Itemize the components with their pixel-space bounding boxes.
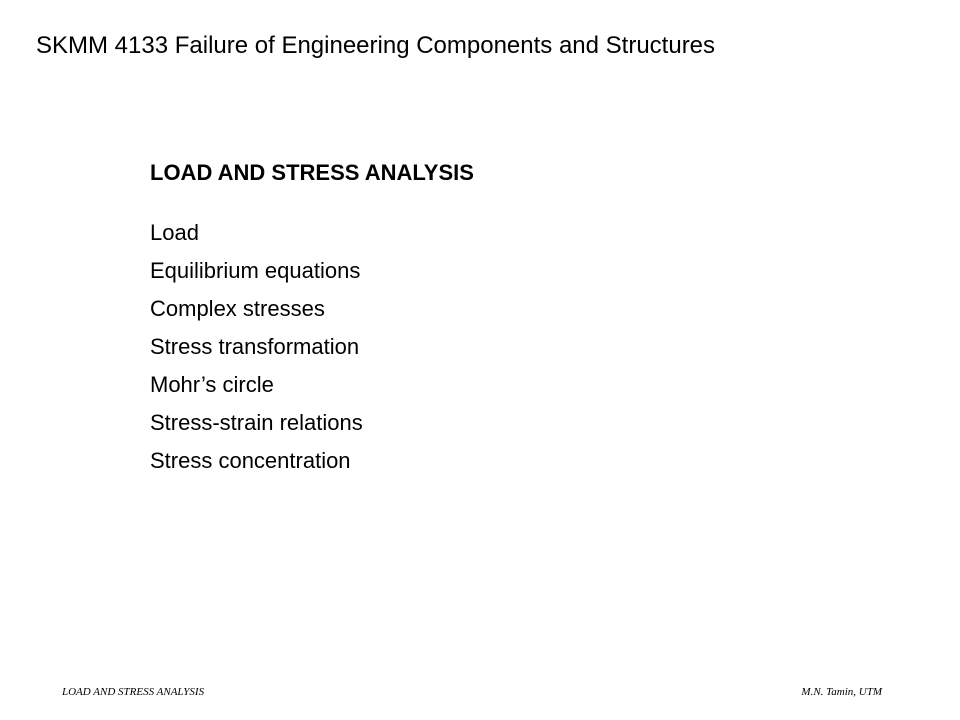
topic-item-load: Load	[150, 220, 199, 245]
footer-section-label: LOAD AND STRESS ANALYSIS	[62, 686, 205, 698]
topic-item-stress-concentration: Stress concentration	[150, 448, 351, 473]
topic-item-stress-strain-relations: Stress-strain relations	[150, 410, 363, 435]
section-heading: LOAD AND STRESS ANALYSIS	[150, 160, 474, 185]
topic-list	[150, 214, 363, 480]
topic-item-stress-transformation: Stress transformation	[150, 334, 360, 359]
topic-item-equilibrium-equations: Equilibrium equations	[150, 258, 361, 283]
topic-item-complex-stresses: Complex stresses	[150, 296, 325, 321]
topic-item-mohrs-circle: Mohr’s circle	[150, 372, 274, 397]
course-title: SKMM 4133 Failure of Engineering Components and Structures	[36, 32, 716, 59]
footer-author: M.N. Tamin, UTM	[801, 686, 882, 698]
